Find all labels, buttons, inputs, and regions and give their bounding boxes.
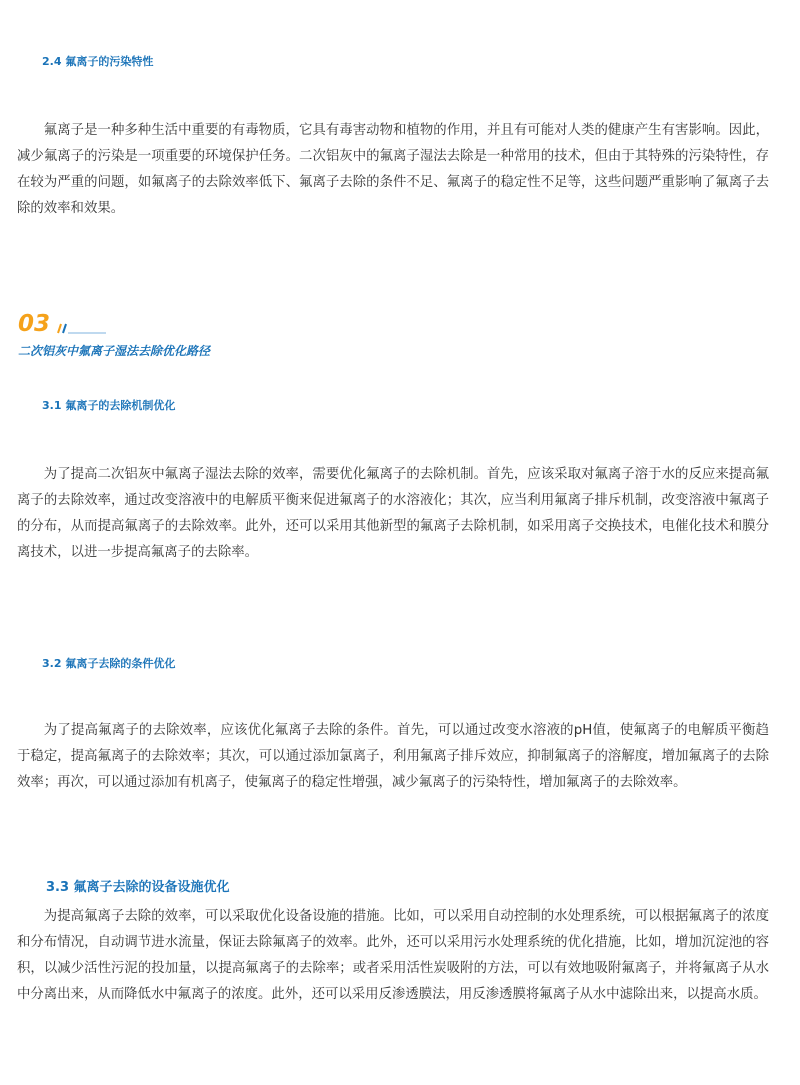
subsection-heading-2-4: 2.4 氟离子的污染特性 <box>42 55 154 68</box>
subsection-heading-3-2: 3.2 氟离子去除的条件优化 <box>42 657 176 670</box>
paragraph-3-1: 为了提高二次铝灰中氟离子湿法去除的效率，需要优化氟离子的去除机制。首先，应该采取对氟离子溶于水的反应来提高氟离子的去除效率，通过改变溶液中的电解质平衡来促进氟离子的水溶液化；其次，应当利用氟离子排斥机制，改变溶液中氟离子的分布，从而提高氟离子的去除效率。此外，还可以采用其他新型的氟离子去除机制，如采用离子交换技术，电催化技术和膜分离技术，以进一步提高氟离子的去除率。 <box>17 467 769 560</box>
section-decoration-icon <box>56 320 108 334</box>
paragraph-2-4: 氟离子是一种多种生活中重要的有毒物质，它具有毒害动物和植物的作用，并且有可能对人类的健康产生有害影响。因此，减少氟离子的污染是一项重要的环境保护任务。二次铝灰中的氟离子湿法去除是一种常用的技术，但由于其特殊的污染特性，存在较为严重的问题，如氟离子的去除效率低下、氟离子去除的条件不足、氟离子的稳定性不足等，这些问题严重影响了氟离子去除的效率和效果。 <box>17 123 769 216</box>
section-title: 二次铝灰中氟离子湿法去除优化路径 <box>18 344 211 358</box>
paragraph-3-3: 为提高氟离子去除的效率，可以采取优化设备设施的措施。比如，可以采用自动控制的水处理系统，可以根据氟离子的浓度和分布情况，自动调节进水流量，保证去除氟离子的效率。此外，还可以采用污水处理系统的优化措施，比如，增加沉淀池的容积，以减少活性污泥的投加量，以提高氟离子的去除率；或者采用活性炭吸附的方法，可以有效地吸附氟离子，并将氟离子从水中分离出来，从而降低水中氟离子的浓度。此外，还可以采用反渗透膜法，用反渗透膜将氟离子从水中滤除出来，以提高水质。 <box>17 909 769 1002</box>
subsection-heading-3-3: 3.3 氟离子去除的设备设施优化 <box>46 880 230 895</box>
subsection-heading-3-1: 3.1 氟离子的去除机制优化 <box>42 399 176 412</box>
paragraph-3-2: 为了提高氟离子的去除效率，应该优化氟离子去除的条件。首先，可以通过改变水溶液的pH值，使氟离子的电解质平衡趋于稳定，提高氟离子的去除效率；其次，可以通过添加氯离子，利用氟离子排斥效应，抑制氟离子的溶解度，增加氟离子的去除效率；再次，可以通过添加有机离子，使氟离子的稳定性增强，减少氟离子的污染特性，增加氟离子的去除效率。 <box>17 723 769 790</box>
section-number: 03 <box>18 311 51 337</box>
